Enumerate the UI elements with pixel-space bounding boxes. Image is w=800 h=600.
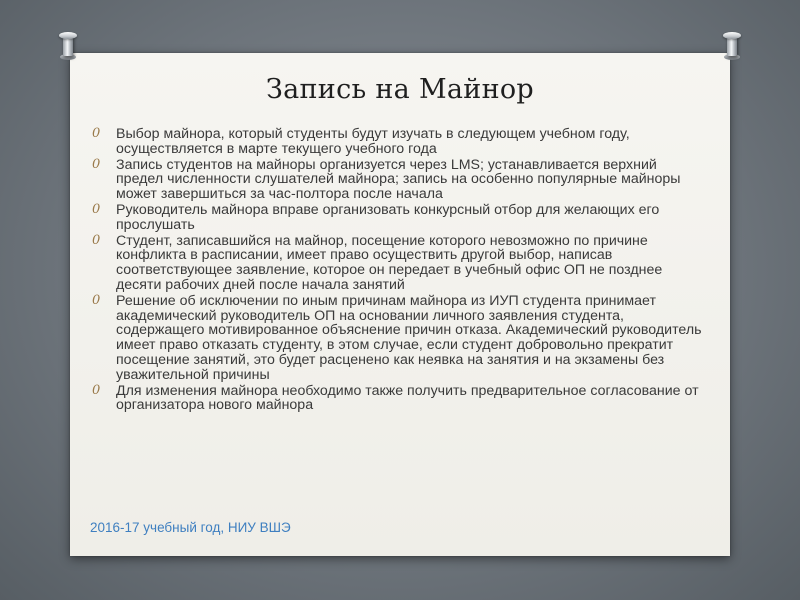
bullet-text: Выбор майнора, который студенты будут изучать в следующем учебном году, осуществляется в марте текущего учебного года [116,126,630,157]
bullet-marker-icon: 0 [92,232,101,248]
bullet-item [90,158,702,202]
slide-footer: 2016-17 учебный год, НИУ ВШЭ [90,520,291,535]
bullet-item [90,384,702,414]
bullet-marker-icon: 0 [92,156,101,172]
bullet-text: Запись студентов на майноры организуется через LMS; устанавливается верхний предел численности слушателей майнора; запись на особенно популярные майноры может завершиться за час-полтора после начала [116,156,681,203]
bullet-text: Решение об исключении по иным причинам майнора из ИУП студента принимает академический руководитель ОП на основании личного заявления студента, содержащего мотивированное объяснение причин отказа. Академический руководитель имеет право отказать студенту, в этом случае, если студент добровольно прекратит посещение занятий, это будет расценено как неявка на занятия и на экзамены без уважительной причины [116,292,702,383]
bullet-list [90,127,702,414]
bullet-marker-icon: 0 [92,201,101,217]
bullet-text: Руководитель майнора вправе организовать конкурсный отбор для желающих его прослушать [116,201,660,233]
bullet-marker-icon: 0 [92,126,101,141]
pushpin-icon [717,32,747,60]
bullet-item [90,127,702,157]
bullet-item [90,203,702,233]
slide-title: Запись на Майнор [265,74,535,105]
bullet-text: Студент, записавшийся на майнор, посещение которого невозможно по причине конфликта в расписании, имеет право осуществить другой выбор, написав соответствующее заявление, которое он передает в учебный офис ОП не позднее десяти рабочих дней после начала занятий [116,232,663,293]
bullet-item [90,294,702,383]
pushpin-icon [53,32,83,60]
bullet-marker-icon: 0 [92,292,101,308]
bullet-marker-icon: 0 [92,382,101,398]
bullet-text: Для изменения майнора необходимо также получить предварительное согласование от организатора нового майнора [116,382,699,414]
bullet-item [90,234,702,293]
